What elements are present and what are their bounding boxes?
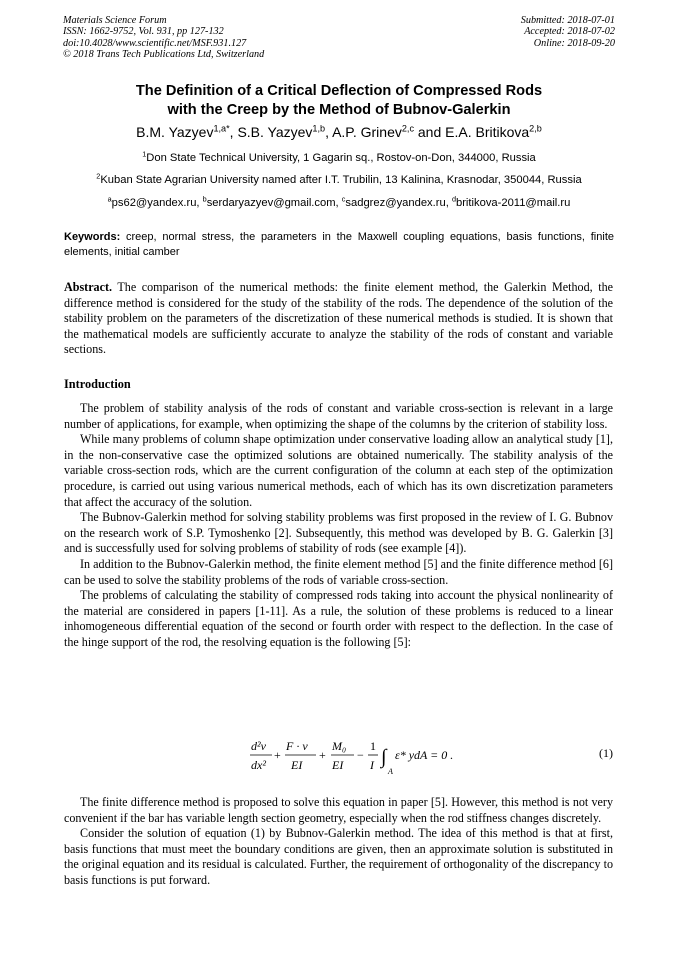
equation-number: (1) (599, 746, 613, 760)
paragraph: Consider the solution of equation (1) by Bubnov-Galerkin method. The idea of this method is that at first, basis functions that must meet the boundary conditions are given, then an approximate solution is substituted in the original equation and its residual is calculated. Further, the requirement of orthogonality of the discrepancy to basis functions is put forward. (64, 826, 613, 887)
frac-den: dx² (251, 758, 266, 772)
integral-sign: ∫ (381, 746, 387, 768)
affiliation-text: Don State Technical University, 1 Gagarin sq., Rostov-on-Don, 344000, Russia (146, 152, 536, 164)
frac-num: F · v (286, 739, 308, 753)
abstract-label: Abstract. (64, 280, 113, 294)
email-mark: a (107, 194, 112, 204)
journal-info (63, 15, 264, 60)
keywords-label: Keywords: (64, 231, 121, 243)
operator: + (319, 748, 326, 762)
author-affiliation-mark: 2,b (529, 123, 542, 134)
affiliation-mark: 1 (142, 149, 147, 159)
author: S.B. Yazyev (237, 124, 313, 140)
abstract-text: The comparison of the numerical methods: the finite element method, the Galerkin Method, the difference method is considered for the study of the stability of the rods. The dependence of the solution of the stability problem on the parameters of the discretization of these numerical methods is studied. It is shown that the mathematical models are sufficiently accurate to analyze the stability of the rods of constant and variable sections. (64, 280, 613, 357)
author-affiliation-mark: 1,a* (213, 123, 230, 134)
frac-num: 1 (370, 739, 376, 753)
accepted-date: Accepted: 2018-07-02 (524, 26, 615, 38)
online-date: Online: 2018-09-20 (533, 37, 615, 49)
paragraph: While many problems of column shape optimization under conservative loading allow an analytical study [1], in the non-conservative case the optimized solutions are obtained numerically. The stability analysis of the variable cross-section rods, which are the current configuration of the column at each step of the optimization procedure, is carried out using various numerical methods, each of which has its own discretization parameters that affect the accuracy of the solution. (64, 432, 613, 509)
email: sadgrez@yandex.ru, (345, 197, 452, 209)
affiliation-text: Kuban State Agrarian University named after I.T. Trubilin, 13 Kalinina, Krasnodar, 350044, Russia (100, 174, 582, 186)
email: serdaryazyev@gmail.com, (206, 197, 342, 209)
post-equation-body (64, 795, 613, 889)
author: B.M. Yazyev (136, 124, 214, 140)
frac-den: EI (332, 758, 344, 772)
affiliation-1 (0, 149, 678, 164)
frac-den: EI (291, 758, 303, 772)
email: britikova-2011@mail.ru (455, 197, 571, 209)
author: E.A. Britikova (445, 124, 530, 140)
doi-line: doi:10.4028/www.scientific.net/MSF.931.127 (63, 37, 247, 49)
keywords (64, 230, 614, 259)
author-affiliation-mark: 1,b (312, 123, 326, 134)
introduction-body (64, 401, 613, 651)
email-mark: c (341, 194, 346, 204)
journal-name: Materials Science Forum (63, 15, 167, 26)
email-mark: b (202, 194, 207, 204)
frac-num: M₀ (332, 739, 347, 753)
author-affiliation-mark: 2,c (401, 123, 414, 134)
title-line-2: with the Creep by the Method of Bubnov-Galerkin (167, 102, 511, 118)
operator: + (274, 748, 281, 762)
frac-den: I (370, 758, 374, 772)
dates-info (521, 15, 615, 49)
abstract (64, 280, 613, 358)
integrand: ε* ydA = 0 . (395, 748, 454, 762)
author-separator: , (325, 124, 333, 140)
affiliation-mark: 2 (96, 171, 101, 181)
integral-subscript: A (388, 767, 393, 776)
author-separator: and (414, 124, 446, 140)
paper-title (0, 82, 678, 120)
operator: − (357, 748, 364, 762)
submitted-date: Submitted: 2018-07-01 (520, 15, 615, 26)
equation-formula (250, 736, 510, 778)
author: A.P. Grinev (332, 124, 402, 140)
email-mark: d (451, 194, 456, 204)
email: ps62@yandex.ru, (111, 197, 203, 209)
title-line-1: The Definition of a Critical Deflection of Compressed Rods (135, 83, 543, 99)
paragraph: The problem of stability analysis of the rods of constant and variable cross-section is relevant in a large number of applications, for example, when optimizing the shape of the columns by the criterion of stability loss. (64, 401, 613, 431)
paragraph: In addition to the Bubnov-Galerkin method, the finite element method [5] and the finite difference method [6] can be used to solve the stability problems of the rods of variable cross-section. (64, 556, 613, 587)
keywords-text: creep, normal stress, the parameters in the Maxwell coupling equations, basis functions, finite elements, initial camber (64, 231, 614, 258)
author-list (0, 124, 678, 140)
copyright-line: © 2018 Trans Tech Publications Ltd, Switzerland (63, 48, 265, 60)
equation-1 (250, 736, 613, 778)
introduction-heading: Introduction (64, 377, 131, 391)
email-line (0, 194, 678, 209)
paragraph: The finite difference method is proposed to solve this equation in paper [5]. However, this method is not very convenient if the bar has variable length section geometry, especially when the rod stiffness changes discretely. (64, 795, 613, 825)
affiliation-2 (0, 171, 678, 186)
author-separator: , (229, 124, 238, 140)
paragraph: The Bubnov-Galerkin method for solving stability problems was first proposed in the review of I. G. Bubnov on the research work of S.P. Tymoshenko [2]. Subsequently, this method was developed by B. G. Galerkin [3] and is successfully used for solving problems of stability of rods (see example [4]). (64, 510, 613, 556)
frac-num: d²v (251, 739, 266, 753)
issn-line: ISSN: 1662-9752, Vol. 931, pp 127-132 (63, 26, 224, 38)
paragraph: The problems of calculating the stability of compressed rods taking into account the physical nonlinearity of the material are considered in papers [1-11]. As a rule, the solution of these problems is reduced to a linear inhomogeneous differential equation of the second or fourth order with respect to the deflection. In the case of the hinge support of the rod, the resolving equation is the following [5]: (64, 588, 613, 649)
